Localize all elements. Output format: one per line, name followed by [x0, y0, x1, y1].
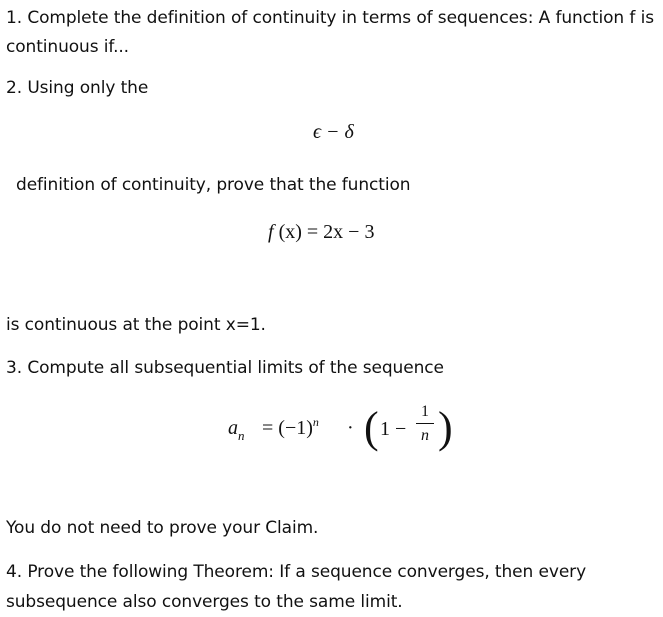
q3-note: You do not need to prove your Claim. [6, 518, 319, 538]
q3-frac-num: 1 [421, 403, 429, 420]
q3-eq-text: = (−1) [262, 417, 313, 439]
q4-line2: subsequence also converges to the same limit. [6, 592, 403, 612]
q3-eq-part [262, 416, 319, 442]
q3-left-paren: ( [364, 403, 379, 452]
q3-a-letter: a [228, 417, 238, 439]
q2-function-rest: (x) = 2x − 3 [278, 221, 375, 243]
q3-dot: · [347, 417, 354, 439]
q3-right-paren: ) [438, 403, 453, 452]
q2-middle: definition of continuity, prove that the function [16, 175, 411, 195]
q2-end: is continuous at the point x=1. [6, 315, 266, 335]
q1-line2: continuous if... [6, 37, 129, 57]
q1-line1: 1. Complete the definition of continuity in terms of sequences: A function f is [6, 8, 654, 28]
q3-frac-bar [416, 423, 434, 424]
q3-a-sub: n [238, 428, 245, 443]
q2-function [268, 220, 374, 244]
q2-eps-delta: ϵ − δ [313, 121, 354, 143]
q4-line1: 4. Prove the following Theorem: If a sequence converges, then every [6, 562, 587, 582]
q3-one-minus: 1 − [380, 418, 407, 440]
q3-a [228, 416, 245, 442]
q2-function-f: f [268, 221, 274, 243]
q3-intro: 3. Compute all subsequential limits of the sequence [6, 358, 444, 378]
q3-exp: n [312, 415, 319, 429]
q2-intro: 2. Using only the [6, 78, 149, 98]
q3-frac-den: n [421, 427, 429, 444]
